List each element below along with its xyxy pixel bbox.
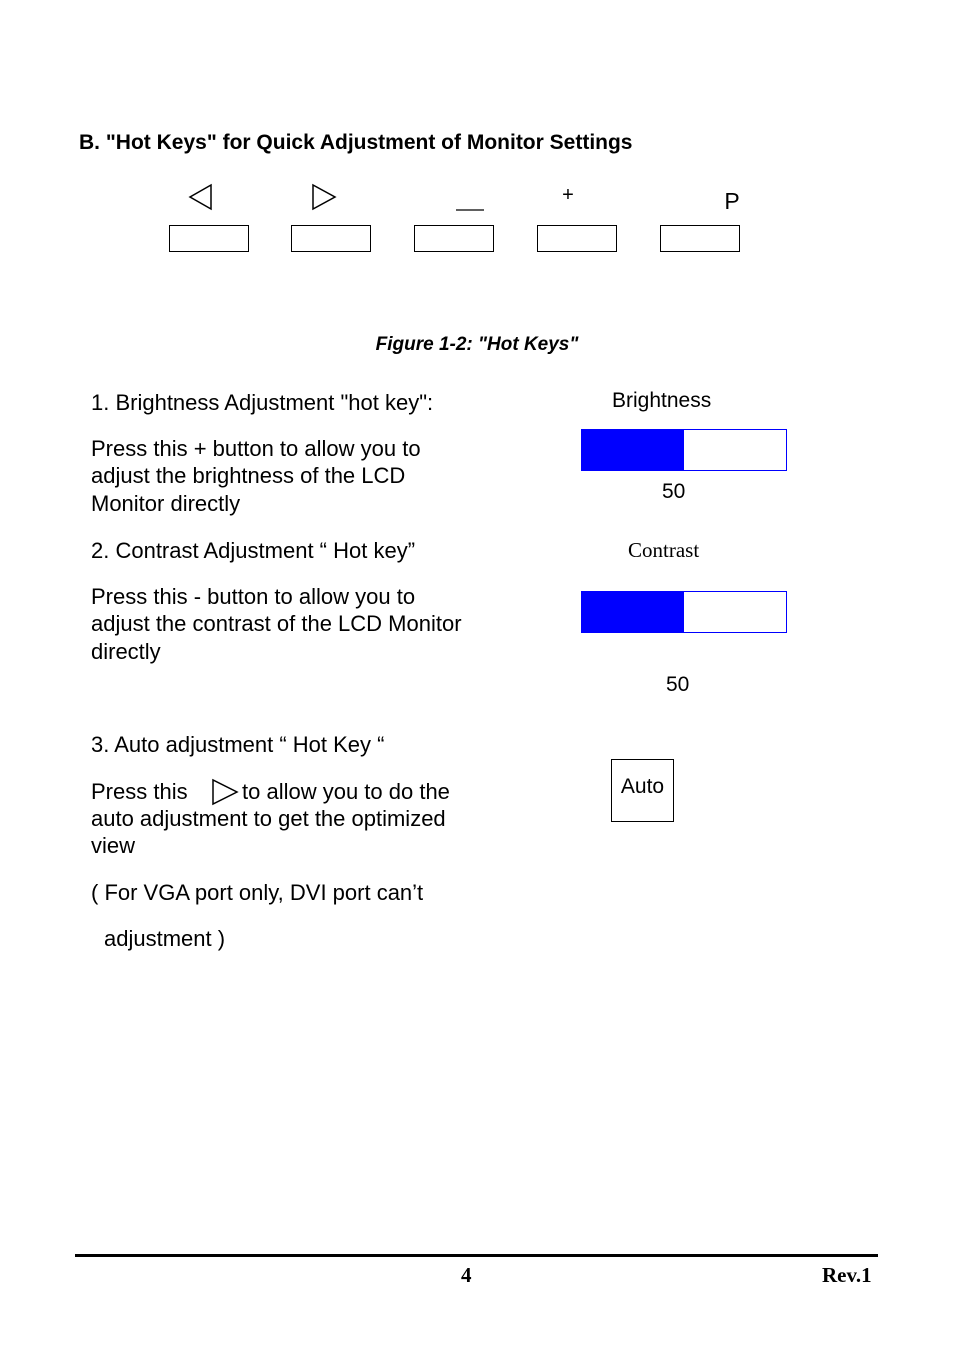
hotkey-minus-icon bbox=[456, 199, 486, 203]
page-number: 4 bbox=[461, 1263, 472, 1287]
contrast-desc-line-2: adjust the contrast of the LCD Monitor bbox=[91, 611, 462, 636]
contrast-title: 2. Contrast Adjustment “ Hot key” bbox=[91, 538, 416, 563]
hotkey-p-button[interactable] bbox=[660, 225, 740, 252]
contrast-desc-line-1: Press this - button to allow you to bbox=[91, 584, 416, 609]
hotkey-minus-button[interactable] bbox=[414, 225, 494, 252]
auto-desc-line-2: auto adjustment to get the optimized bbox=[91, 806, 446, 831]
hotkey-plus-button[interactable] bbox=[537, 225, 617, 252]
footer-rule bbox=[75, 1254, 878, 1257]
brightness-desc-line-3: Monitor directly bbox=[91, 491, 241, 516]
contrast-osd-label: Contrast bbox=[628, 538, 700, 562]
contrast-bar bbox=[581, 591, 787, 633]
brightness-bar-fill bbox=[582, 430, 684, 470]
auto-desc-suffix: to allow you to do the bbox=[242, 779, 450, 804]
brightness-bar bbox=[581, 429, 787, 471]
contrast-value: 50 bbox=[666, 673, 690, 696]
figure-caption: Figure 1-2: "Hot Keys" bbox=[375, 334, 579, 355]
brightness-value: 50 bbox=[662, 480, 686, 503]
auto-desc-prefix: Press this bbox=[91, 779, 188, 804]
contrast-bar-fill bbox=[582, 592, 684, 632]
hotkey-right-button[interactable] bbox=[291, 225, 371, 252]
brightness-desc-line-2: adjust the brightness of the LCD bbox=[91, 463, 406, 488]
hotkey-p-label: P bbox=[724, 188, 740, 214]
brightness-title: 1. Brightness Adjustment "hot key": bbox=[91, 390, 434, 415]
auto-button[interactable]: Auto bbox=[611, 759, 674, 822]
auto-title: 3. Auto adjustment “ Hot Key “ bbox=[91, 732, 385, 757]
auto-note-line-2: adjustment ) bbox=[104, 926, 226, 951]
brightness-desc-line-1: Press this + button to allow you to bbox=[91, 436, 421, 461]
hotkey-left-button[interactable] bbox=[169, 225, 249, 252]
hotkey-right-icon bbox=[309, 182, 339, 212]
contrast-desc-line-3: directly bbox=[91, 639, 161, 664]
auto-right-triangle-icon bbox=[210, 778, 240, 806]
section-heading: B. "Hot Keys" for Quick Adjustment of Monitor Settings bbox=[79, 131, 633, 154]
revision-label: Rev.1 bbox=[822, 1263, 872, 1287]
auto-desc-line-3: view bbox=[91, 833, 136, 858]
brightness-osd-label: Brightness bbox=[612, 389, 712, 412]
hotkey-left-icon bbox=[186, 182, 216, 212]
auto-note-line-1: ( For VGA port only, DVI port can’t bbox=[91, 880, 424, 905]
hotkey-plus-label: + bbox=[562, 184, 574, 206]
